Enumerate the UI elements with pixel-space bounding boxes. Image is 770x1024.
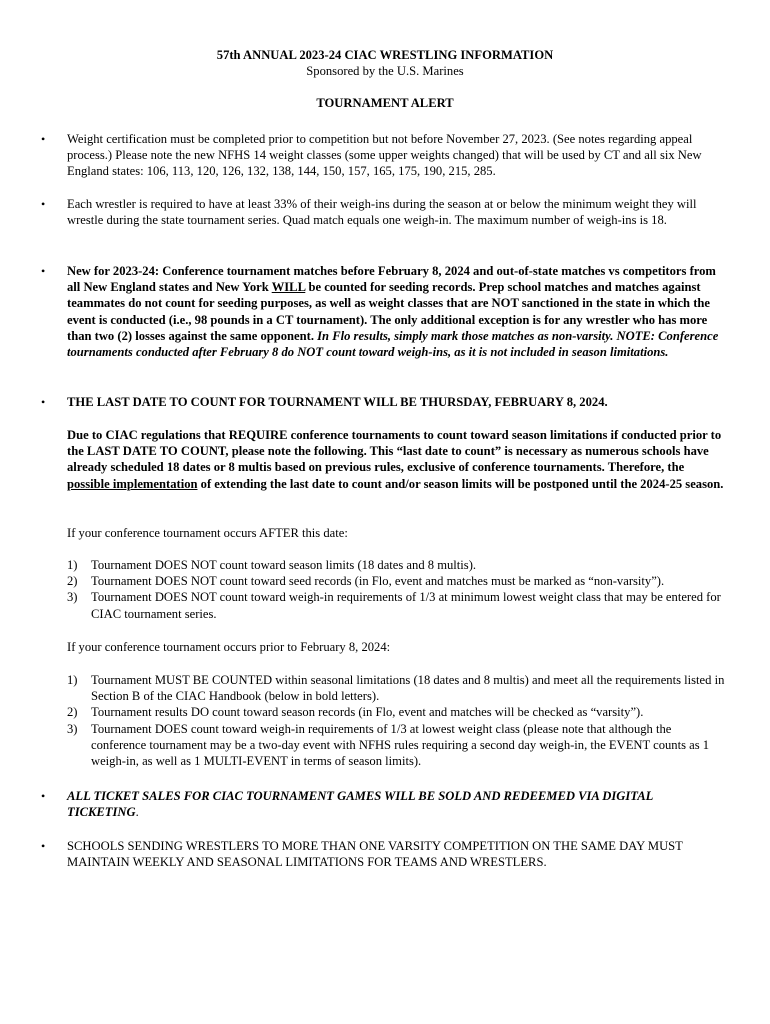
list-item: 2) Tournament DOES NOT count toward seed records (in Flo, event and matches must be marked as “non-varsity”). <box>67 574 665 589</box>
new-rule-text-cont: be counted for seeding records. Prep school matches and matches against teammates do not count for seeding purposes, as well as weight classes that are NOT sanctioned in the state in which the event is conducted (i.e., 98 pounds in a CT tournament). The only additional exception is for any wrestler who has more than two (2) losses against the same opponent. <box>67 280 710 343</box>
bullet-glyph: • <box>41 789 46 803</box>
bullet-glyph: • <box>41 197 46 211</box>
list-item: 1) Tournament MUST BE COUNTED within seasonal limitations (18 dates and 8 multis) and meet all the requirements listed in Section B of the CIAC Handbook (below in bold letters). <box>67 673 725 704</box>
bullet-glyph: • <box>41 395 46 409</box>
list-item: 1) Tournament DOES NOT count toward season limits (18 dates and 8 multis). <box>67 558 477 572</box>
bullet-text: Each wrestler is required to have at least 33% of their weigh-ins during the season at or below the minimum weight they will wrestle during the state tournament series. Quad match equals one weigh-in. The maximum number of weigh-ins is 18. <box>67 197 697 228</box>
tournament-alert-heading: TOURNAMENT ALERT <box>316 96 454 110</box>
bullet-schools-limitations <box>41 838 727 870</box>
bullet-glyph: • <box>41 839 46 853</box>
bullet-last-date <box>41 394 727 410</box>
bullet-glyph: • <box>41 264 46 278</box>
due-to-ciac-paragraph <box>67 427 727 492</box>
new-rule-text: New for 2023-24: Conference tournament matches before February 8, 2024 and out-of-state matches vs competitors from all New England states and New York <box>67 264 716 295</box>
bullet-weight-certification <box>41 131 727 180</box>
after-date-intro: If your conference tournament occurs AFTER this date: <box>67 526 348 540</box>
list-item: 2) Tournament results DO count toward season records (in Flo, event and matches will be checked as “varsity”). <box>67 705 644 720</box>
sponsor-line: Sponsored by the U.S. Marines <box>306 64 464 78</box>
prior-date-intro: If your conference tournament occurs prior to February 8, 2024: <box>67 640 391 654</box>
after-date-list <box>67 557 727 622</box>
bullet-weigh-ins <box>41 196 727 228</box>
possible-implementation: possible implementation <box>67 476 198 491</box>
due-text: Due to CIAC regulations that REQUIRE conference tournaments to count toward season limitations if conducted prior to the LAST DATE TO COUNT, please note the following. This “last date to count” is necessary as numerous schools have already scheduled 18 dates or 8 multis based on previous rules, exclusive of conference tournaments. Therefore, the <box>67 428 722 475</box>
flo-note: In Flo results, simply mark those matches as non-varsity. NOTE: Conference tournaments conducted after February 8 do NOT count toward weigh-ins, as it is not included in season limitations. <box>67 328 719 360</box>
document-title: 57th ANNUAL 2023-24 CIAC WRESTLING INFORMATION <box>216 48 554 62</box>
last-date-text: THE LAST DATE TO COUNT FOR TOURNAMENT WILL BE THURSDAY, FEBRUARY 8, 2024. <box>67 395 608 409</box>
bullet-glyph: • <box>41 132 46 146</box>
ticket-sales-text: ALL TICKET SALES FOR CIAC TOURNAMENT GAMES WILL BE SOLD AND REDEEMED VIA DIGITAL TICKETING <box>67 789 653 820</box>
prior-date-list <box>67 672 727 769</box>
list-item: 3) Tournament DOES NOT count toward weigh-in requirements of 1/3 at minimum lowest weight class that may be entered for CIAC tournament series. <box>67 590 721 621</box>
bullet-ticket-sales: • ALL TICKET SALES FOR CIAC TOURNAMENT GAMES WILL BE SOLD AND REDEEMED VIA DIGITAL TICKETING. <box>41 789 653 820</box>
list-item: 3) Tournament DOES count toward weigh-in requirements of 1/3 at lowest weight class (please note that although the conference tournament may be a two-day event with NFHS rules requiring a second day weigh-in, the EVENT counts as 1 weigh-in, as well as 1 MULTI-EVENT in terms of season limits). <box>67 721 710 769</box>
bullet-text: Weight certification must be completed prior to competition but not before November 27, 2023. (See notes regarding appeal process.) Please note the new NFHS 14 weight classes (some upper weights changed) that will be used by CT and all six New England states: 106, 113, 120, 126, 132, 138, 144, 150, 157, 165, 175, 190, 215, 285. <box>67 132 702 179</box>
will-emphasis: WILL <box>271 280 306 295</box>
due-text-cont: of extending the last date to count and/or season limits will be postponed until the 2024-25 season. <box>197 476 724 491</box>
bullet-new-for-2023-24 <box>41 263 727 360</box>
schools-text: SCHOOLS SENDING WRESTLERS TO MORE THAN ONE VARSITY COMPETITION ON THE SAME DAY MUST MAINTAIN WEEKLY AND SEASONAL LIMITATIONS FOR TEAMS AND WRESTLERS. <box>67 839 683 870</box>
